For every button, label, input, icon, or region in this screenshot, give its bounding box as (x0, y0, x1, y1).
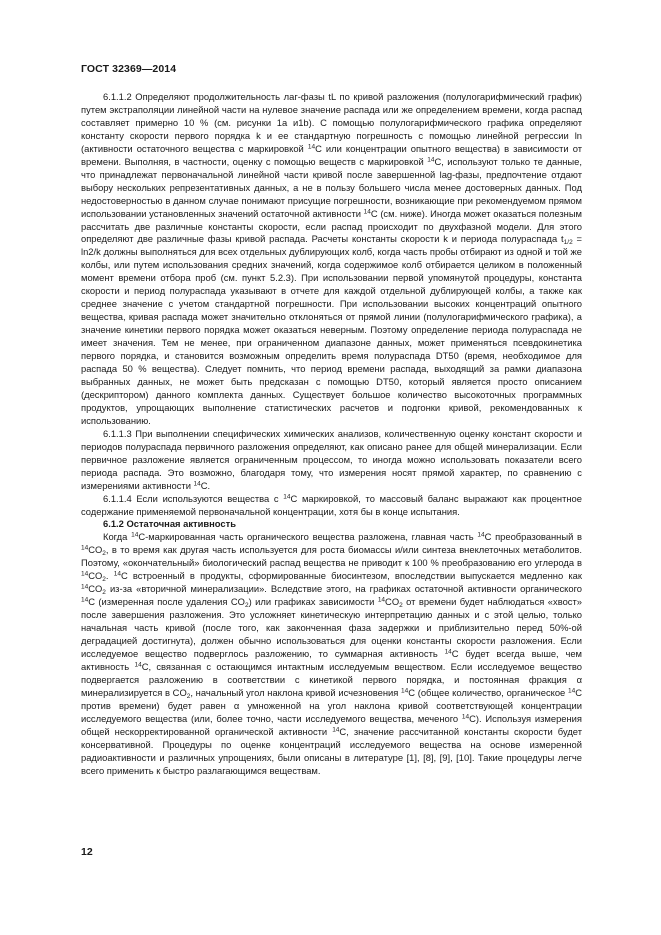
paragraph-6-1-1-2: 6.1.1.2 Определяют продолжительность лаг-фазы tL по кривой разложения (полулогарифмический график) путем экстраполяции линейной части на нулевое значение распада или же определением времени, когда распад составляет примерно 10 % (см. рисунки 1а и1b). С помощью полулогарифмического графика определяют константу скорости первого порядка k и ее стандартную погрешность с помощью линейной регрессии ln (активности остаточного вещества с маркировкой $^{14}$C или концентрации опытного вещества) в зависимости от времени. Выполняя, в частности, оценку с помощью веществ с маркировкой $^{14}$C, используют только те данные, что принадлежат первоначальной линейной части кривой после завершенной lag-фазы, предпочтение отдают выбору нескольких репрезентативных данных, а не в пользу большего числа менее достоверных данных. Под недостоверностью в данном случае понимают присущие погрешности, возникающие при рекомендуемом прямом использовании установленных значений остаточной активности $^{14}$C (см. ниже). Иногда может оказаться полезным рассчитать две различные константы скорости, если распад происходит по двухфазной модели. Для этого определяют две различные фазы кривой распада. Расчеты константы скорости k и периода полураспада $t_{1/2} = \ln 2/k$ должны выполняться для всех отдельных дублирующих колб, когда часть пробы отбирают из одной и той же колбы, или путем использования средних значений, когда содержимое колб отбирается целиком в положенный момент времени отбора проб (см. пункт 5.2.3). При использовании первой упомянутой процедуры, константа скорости и период полураспада указывают в отчете для каждой отдельной дублирующей колбы, а также как среднее значение с учетом стандартной погрешности. При использовании высоких концентраций опытного вещества, кривая распада может значительно отклоняться от прямой линии (полулогарифмического графика), а значение кинетики первого порядка может оказаться неверным. Поэтому определение периода полураспада не имеет значения. Тем не менее, при ограниченном диапазоне данных, может применяться псевдокинетика первого порядка, и становится возможным определить время полураспада DT50 (время, необходимое для распада 50 % вещества). Следует помнить, что период времени распада, выходящий за рамки диапазона выбранных данных, не может быть предсказан с помощью DT50, который является просто описанием (дескриптором) данного комплекта данных. Существует большое количество высокоточных программных продуктов, упрощающих выполнение статистических расчетов и подгонки кривой, рекомендованных к использованию. (81, 91, 582, 426)
document-body (81, 91, 582, 778)
section-heading-6-1-2: 6.1.2 Остаточная активность (103, 518, 236, 530)
paragraph-6-1-1-4: 6.1.1.4 Если используются вещества с $^{14}$C маркировкой, то массовый баланс выражают как процентное содержание применяемой первоначальной концентрации, хотя бы в конце испытания. (81, 492, 582, 517)
paragraph-residual-activity: Когда $^{14}$C-маркированная часть органического вещества разложена, главная часть $^{14}$C преобразованный в $^{14}CO_2$, в то время как другая часть используется для роста биомассы и/или синтеза внеклеточных метаболитов. Поэтому, «окончательный» биологический распад вещества не приводит к 100 % преобразованию его углерода в $^{14}CO_2$. $^{14}$C встроенный в продукты, сформированные биосинтезом, впоследствии выпускается медленно как $^{14}CO_2$ из-за «вторичной минерализации». Вследствие этого, на графиках остаточной активности органического $^{14}$C (измеренная после удаления $CO_2$) или графиках зависимости $^{14}CO_2$ от времени будет наблюдаться «хвост» после завершения разложения. Это усложняет кинетическую интерпретацию данных и с этой целью, только начальная часть кривой (после того, как законченная фаза задержки и приблизительно перед 50%-ой деградацией достигнута), должен обычно использоваться для оценки константы скорости разложения. Если исследуемое вещество подверглось разложению, то суммарная активность $^{14}$C будет всегда выше, чем активность $^{14}$C, связанная с остающимся интактным исследуемым веществом. Если исследуемое вещество подвергается разложению в соответствии с кинетикой первого порядка, и постоянная фракция α минерализируется в $CO_2$, начальный угол наклона кривой исчезновения $^{14}$C (общее количество, органическое $^{14}$C против времени) будет равен α умноженной на угол наклона кривой соответствующей концентрации исследуемого вещества (или, более точно, части исследуемого вещества, меченого $^{14}$C). Используя измерения общей нескорректированной органической активности $^{14}$C, значение рассчитанной константы скорости будет консервативной. Процедуры по оценке концентраций исследуемого вещества на основе измеренной радиоактивности и различных упрощениях, были описаны в литературе [1], [8], [9], [10]. Такие процедуры легче всего применить к быстро разлагающимся веществам. (81, 531, 583, 776)
page-number: 12 (81, 846, 93, 858)
standard-header: ГОСТ 32369—2014 (81, 63, 177, 75)
paragraph-6-1-1-3: 6.1.1.3 При выполнении специфических химических анализов, количественную оценку констант скорости и периодов полураспада первичного разложения определяют, как описано ранее для общей минерализации. Если первичное разложение является ограниченным процессом, то иногда можно использовать показатели всего периода распада. Это возможно, благодаря тому, что измерения носят прямой характер, по сравнению с измерениями активности $^{14}$C. (81, 427, 582, 491)
